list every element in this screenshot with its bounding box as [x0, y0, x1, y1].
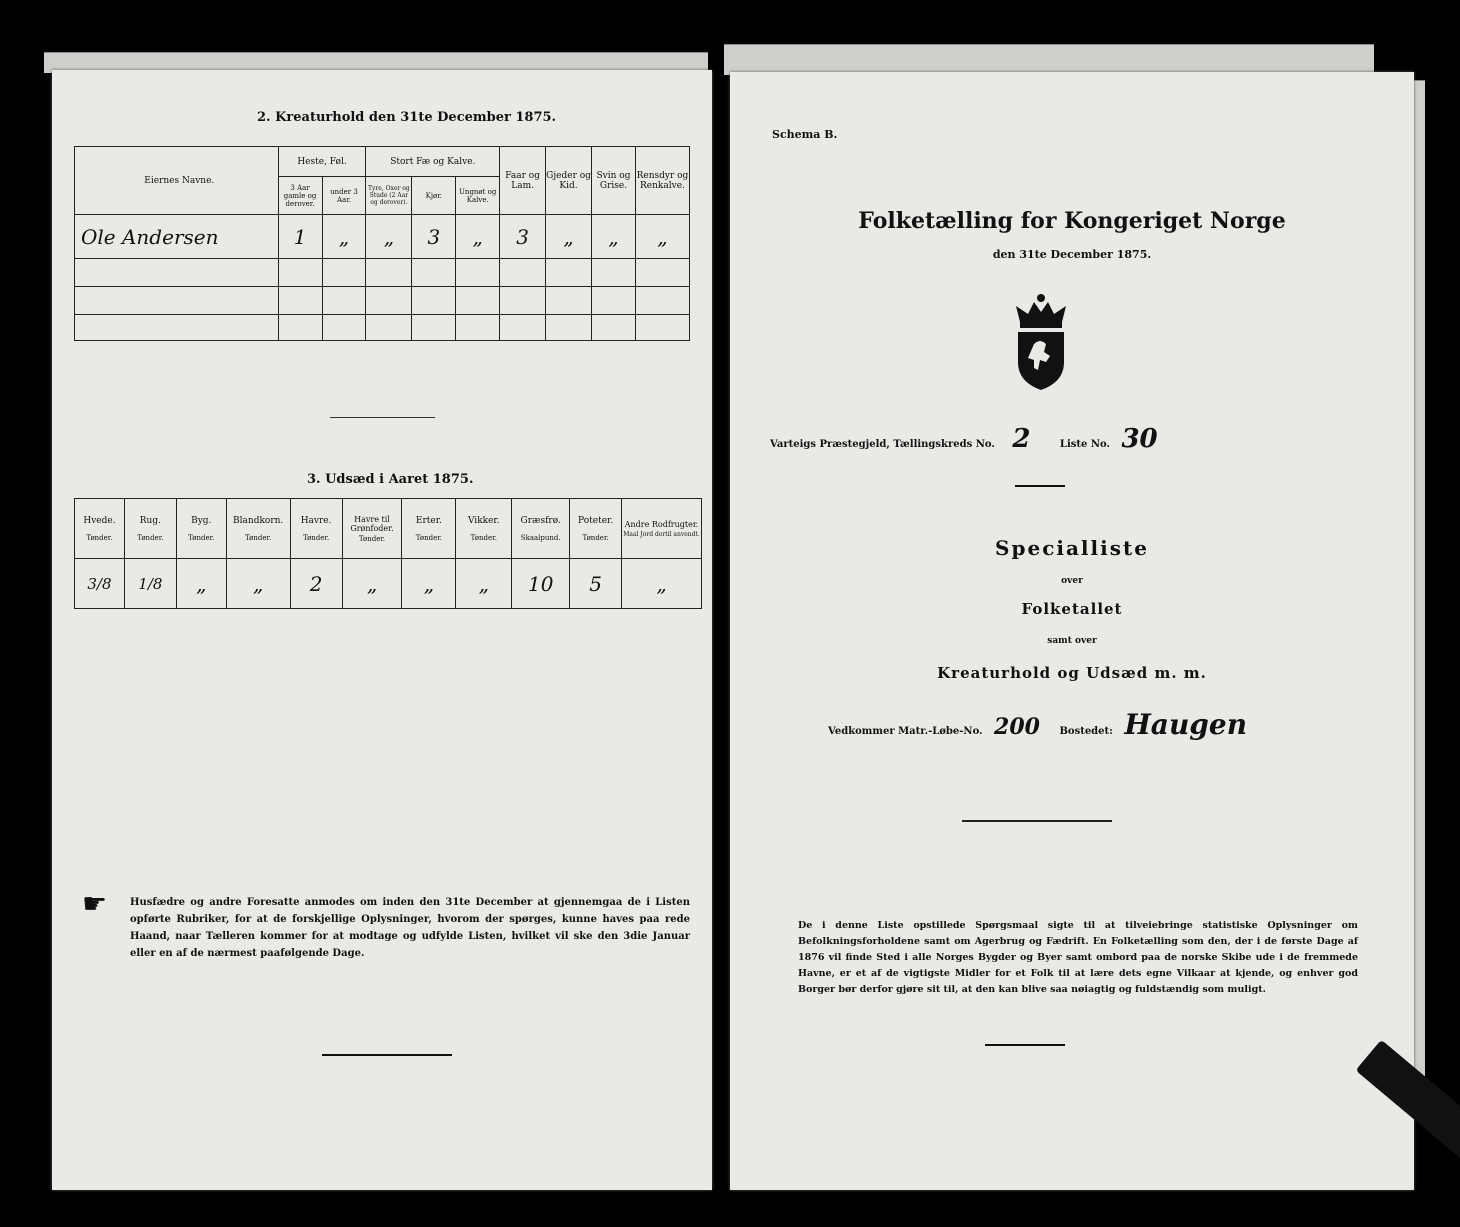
livestock-cell: 3: [500, 215, 546, 259]
seed-header: Havre til Grønfoder. Tønder.: [342, 499, 402, 559]
seed-cell: 5: [570, 559, 622, 609]
livestock-cell: „: [456, 215, 500, 259]
seed-header: Andre Rodfrugter. Maal Jord dertil anvendt.: [622, 499, 702, 559]
divider-2: [322, 1054, 452, 1056]
district-number: 2: [1012, 424, 1031, 454]
sheep-header: Faar og Lam.: [500, 147, 546, 215]
over-text: over: [1061, 576, 1083, 586]
matr-line: [828, 708, 1247, 741]
kreaturhold-heading: Kreaturhold og Udsæd m. m.: [937, 664, 1207, 682]
pointing-hand-icon: ☛: [82, 887, 108, 920]
folketallet-heading: Folketallet: [1021, 600, 1123, 618]
livestock-cell: „: [635, 215, 689, 259]
horses-sub2: under 3 Aar.: [322, 177, 366, 215]
seed-header: Erter. Tønder.: [402, 499, 456, 559]
owner-name: Ole Andersen: [75, 215, 279, 259]
census-title: Folketælling for Kongeriget Norge: [858, 208, 1286, 234]
seed-cell: 1/8: [124, 559, 176, 609]
livestock-cell: 1: [278, 215, 322, 259]
seed-cell: „: [622, 559, 702, 609]
cattle-sub1: Tyre, Oxer og Stude (2 Aar og derover).: [366, 177, 412, 215]
livestock-table: [74, 146, 690, 341]
seed-table: [74, 498, 702, 609]
seed-cell: „: [342, 559, 402, 609]
notice-text: Husfædre og andre Foresatte anmodes om inden den 31te December at gjennemgaa de i Listen opførte Rubriker, for at de forskjellige Oplysninger, hvorom der spørges, kunne haves paa rede Haand, naar Tælleren kommer for at modtage og udfylde Listen, hvilket vil ske den 3die Januar eller en af de nærmest paafølgende Dage.: [130, 897, 690, 959]
table-row: [75, 215, 690, 259]
matr-value: 200: [994, 714, 1040, 740]
page-edge-right: [724, 44, 1374, 75]
list-label: Liste No.: [1059, 439, 1110, 450]
horses-sub1: 3 Aar gamle og derover.: [278, 177, 322, 215]
seed-cell: 2: [290, 559, 342, 609]
list-number: 30: [1121, 424, 1158, 454]
specialliste-heading: Specialliste: [995, 536, 1149, 560]
seed-cell: 3/8: [75, 559, 125, 609]
seed-cell: „: [226, 559, 290, 609]
seed-section-title: 3. Udsæd i Aaret 1875.: [307, 472, 474, 487]
owner-header: Eiernes Navne.: [75, 147, 279, 215]
cattle-sub2: Kjør.: [412, 177, 456, 215]
seed-header: Blandkorn. Tønder.: [226, 499, 290, 559]
samt-over-text: samt over: [1047, 636, 1097, 646]
livestock-section-title: 2. Kreaturhold den 31te December 1875.: [257, 110, 557, 125]
seed-header: Vikker. Tønder.: [456, 499, 512, 559]
cattle-sub3: Ungnøt og Kalve.: [456, 177, 500, 215]
seed-header: Poteter. Tønder.: [570, 499, 622, 559]
right-page: [730, 72, 1414, 1190]
bostedet-value: Haugen: [1124, 708, 1248, 741]
divider-4: [962, 820, 1112, 822]
livestock-cell: „: [592, 215, 636, 259]
seed-header: Byg. Tønder.: [176, 499, 226, 559]
coat-of-arms-icon: [1006, 292, 1076, 392]
district-label: Varteigs Præstegjeld, Tællingskreds No.: [770, 439, 995, 450]
closing-text: De i denne Liste opstillede Spørgsmaal sigte til at tilveiebringe statistiske Oplysninger om Befolkningsforholdene samt om Agerbrug og Fædrift. En Folketælling som den, der i de første Dage af 1876 vil finde Sted i alle Norges Bygder og Byer samt ombord paa de norske Skibe ude i de fremmede Havne, er et af de vigtigste Midler for et Folk til at lære dets egne Vilkaar at kjende, og enhver god Borger bør derfor gjøre sit til, at den kan blive saa nøiagtig og fuldstændig som muligt.: [798, 920, 1358, 995]
seed-cell: 10: [512, 559, 570, 609]
census-date: den 31te December 1875.: [992, 248, 1152, 261]
livestock-cell: „: [546, 215, 592, 259]
livestock-cell: 3: [412, 215, 456, 259]
district-line: [770, 424, 1158, 454]
livestock-cell: „: [366, 215, 412, 259]
divider-3: [1015, 485, 1065, 487]
cattle-header: Stort Fæ og Kalve.: [366, 147, 500, 177]
matr-label: Vedkommer Matr.-Løbe-No.: [828, 726, 983, 737]
left-page: [52, 70, 712, 1190]
goats-header: Gjeder og Kid.: [546, 147, 592, 215]
seed-header: Hvede. Tønder.: [75, 499, 125, 559]
reindeer-header: Rensdyr og Renkalve.: [635, 147, 689, 215]
divider-5: [985, 1044, 1065, 1046]
horses-header: Heste, Føl.: [278, 147, 366, 177]
table-row: [75, 559, 702, 609]
pigs-header: Svin og Grise.: [592, 147, 636, 215]
seed-cell: „: [402, 559, 456, 609]
seed-cell: „: [176, 559, 226, 609]
bostedet-label: Bostedet:: [1059, 726, 1113, 737]
seed-cell: „: [456, 559, 512, 609]
divider-1: [330, 417, 435, 418]
seed-header: Havre. Tønder.: [290, 499, 342, 559]
schema-label: Schema B.: [772, 128, 838, 141]
seed-header: Græsfrø. Skaalpund.: [512, 499, 570, 559]
seed-header: Rug. Tønder.: [124, 499, 176, 559]
livestock-cell: „: [322, 215, 366, 259]
